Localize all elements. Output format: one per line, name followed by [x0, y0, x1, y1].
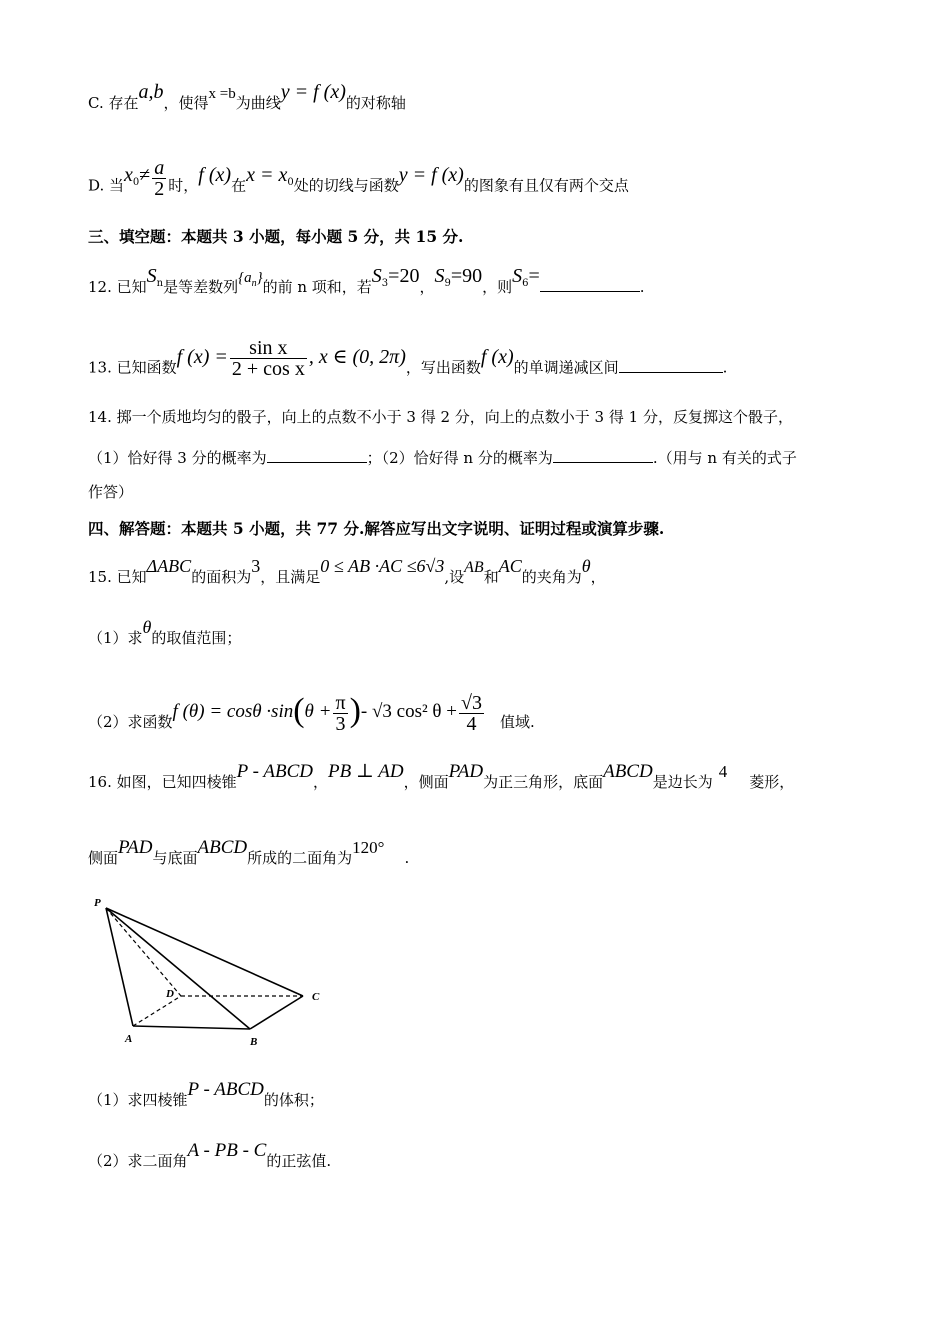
q13-fraction: $\frac{\text{sin x}}{\text{2 + cos x}}$	[231, 337, 305, 380]
edge-bc	[250, 996, 303, 1029]
edge-pc	[106, 908, 303, 996]
edge-ad	[133, 996, 181, 1026]
label-p: P	[94, 897, 101, 909]
question-15: 15. 已知ΔABC的面积为3，且满足0 ≤ AB ·AC ≤6√3,设AB和AC的夹角为θ，	[88, 556, 606, 586]
option-d: D. 当$x^0\ne$ $\frac{a}{2}$ 时，f (x)在$x = x^0$处的切线与函数y = f (x)的图象有且仅有两个交点	[88, 157, 629, 200]
answer-blank-14-2[interactable]	[553, 448, 653, 463]
label-c: C	[312, 991, 320, 1003]
label-b: B	[250, 1036, 258, 1048]
question-14-line-1: 14. 掷一个质地均匀的骰子，向上的点数不小于 3 得 2 分，向上的点数小于 3 得 1 分，反复掷这个骰子，	[88, 408, 793, 426]
pi-over-3: $\frac{\pi}{3}$	[335, 691, 346, 735]
label-d: D	[166, 988, 174, 1000]
question-14-line-2: （1）恰好得 3 分的概率为 ；（2）恰好得 n 分的概率为 .（用与 n 有关的式子	[88, 449, 797, 467]
option-d-fraction: $\frac{a}{2}$	[154, 157, 165, 200]
question-14-line-3: 作答）	[88, 483, 134, 501]
question-15-part-2: （2）求函数f (θ) = cosθ ·sin(θ + $\frac{\pi}{3}$ )- √3 cos² θ + $\frac{√3}{4}$ 值域.	[88, 691, 535, 735]
question-12: 12. 已知$S^n$是等差数列$\{a_n\}$的前 n 项和，若$S^3=20$，$S^9=90$，则$S^6=$ .	[88, 265, 645, 296]
section-4-heading: 四、解答题：本题共 5 小题，共 77 分.解答应写出文字说明、证明过程或演算步骤.	[88, 519, 665, 538]
edge-pd	[106, 908, 181, 996]
answer-blank-13[interactable]	[619, 358, 723, 373]
question-16: 16. 如图，已知四棱锥P - ABCD，PB ⊥ AD，侧面PAD为正三角形，底面ABCD是边长为4菱形，	[88, 761, 795, 791]
label-a: A	[125, 1033, 133, 1045]
question-13: 13. 已知函数f (x) = $\frac{\text{sin x}}{\text{2 + cos x}}$ , x ∈ (0, 2π)，写出函数f (x)的单调递减区间 .	[88, 337, 728, 380]
question-16-line-2: 侧面PAD与底面ABCD所成的二面角为120°.	[88, 837, 410, 867]
pyramid-figure	[88, 892, 338, 1052]
answer-blank-14-1[interactable]	[267, 448, 367, 463]
question-16-part-2: （2）求二面角A - PB - C的正弦值.	[88, 1140, 332, 1170]
edge-pb	[106, 908, 250, 1029]
section-3-heading: 三、填空题：本题共 3 小题，每小题 5 分，共 15 分.	[88, 227, 464, 246]
option-c-vars: a,b	[138, 81, 164, 103]
edge-pa	[106, 908, 133, 1026]
question-16-part-1: （1）求四棱锥P - ABCD的体积；	[88, 1079, 324, 1109]
option-c-curve: y = f (x)	[280, 81, 346, 103]
question-15-part-1: （1）求θ的取值范围；	[88, 617, 242, 647]
edge-ab	[133, 1026, 250, 1029]
sqrt3-over-4: $\frac{√3}{4}$	[461, 691, 482, 735]
option-c: C. 存在a,b，使得x =b为曲线y = f (x)的对称轴	[88, 81, 406, 112]
sequence-an: $\{a_n\}$	[238, 270, 263, 289]
answer-blank-12[interactable]	[540, 277, 640, 292]
